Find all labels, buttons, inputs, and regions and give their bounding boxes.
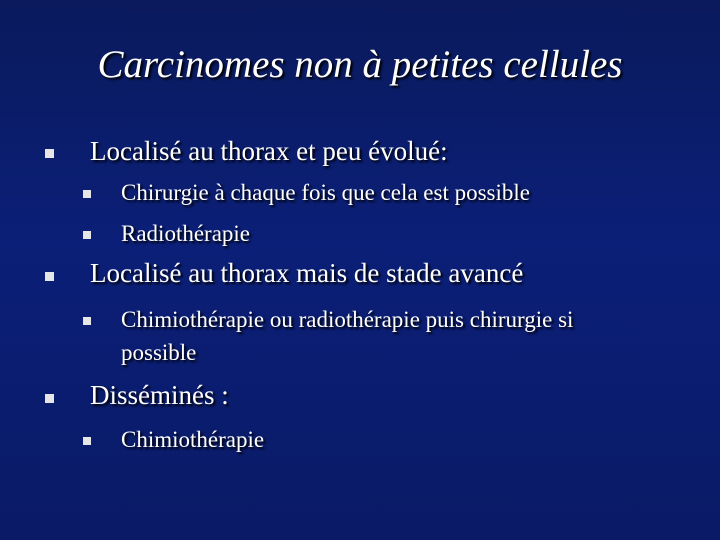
sub-bullet-text: Chimiothérapie: [121, 427, 265, 452]
bullet-text: Localisé au thorax mais de stade avancé: [90, 258, 524, 288]
bullet-item-localized-early: [0, 136, 720, 172]
square-bullet-icon: [83, 231, 91, 239]
sub-bullet-text-line1: Chimiothérapie ou radiothérapie puis chirurgie si: [121, 307, 574, 332]
bullet-item-disseminated: [0, 380, 720, 416]
slide-title: Carcinomes non à petites cellules: [97, 43, 623, 86]
sub-bullet-text: Chirurgie à chaque fois que cela est possible: [121, 180, 530, 205]
bullet-text: Localisé au thorax et peu évolué:: [90, 136, 448, 166]
square-bullet-icon: [83, 190, 91, 198]
square-bullet-icon: [83, 437, 91, 445]
square-bullet-icon: [45, 394, 54, 403]
sub-bullet-item-chemo-radio-surgery: [0, 305, 720, 369]
sub-bullet-item-surgery: [0, 178, 720, 208]
square-bullet-icon: [83, 317, 91, 325]
sub-bullet-item-radiotherapy: [0, 219, 720, 249]
sub-bullet-text: Radiothérapie: [121, 221, 251, 246]
sub-bullet-item-chemotherapy: [0, 425, 720, 455]
sub-bullet-text-line2: possible: [121, 340, 197, 365]
square-bullet-icon: [45, 272, 54, 281]
square-bullet-icon: [45, 149, 54, 158]
bullet-text: Disséminés :: [90, 380, 229, 410]
bullet-item-localized-advanced: [0, 258, 720, 294]
